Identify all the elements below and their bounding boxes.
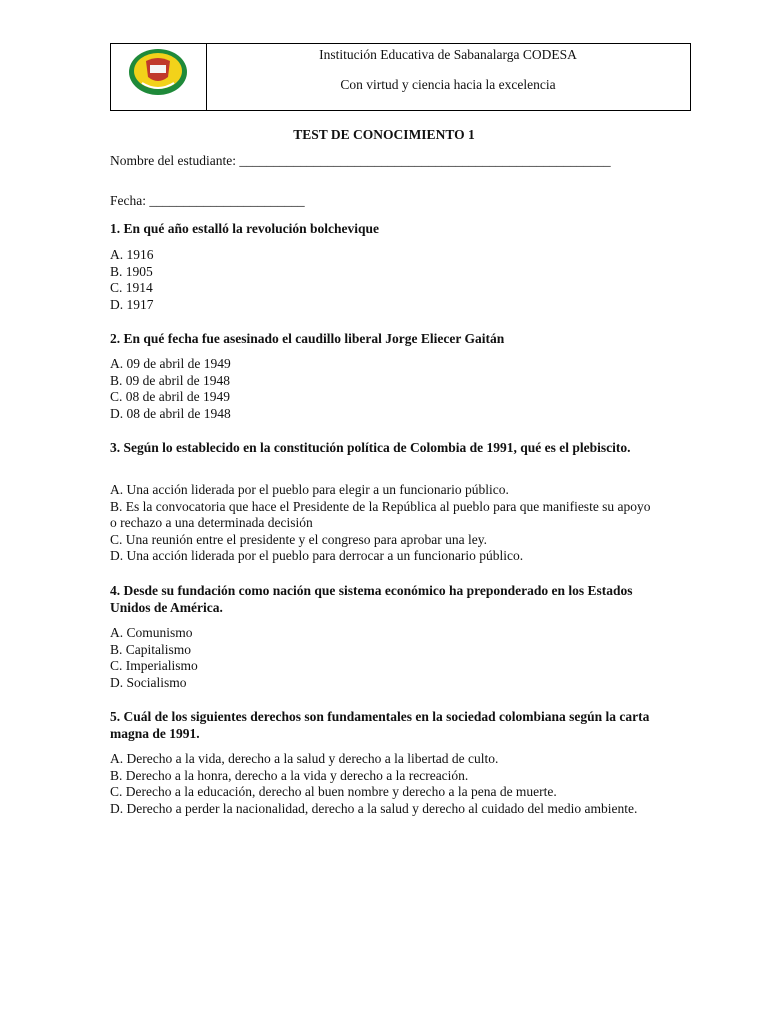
question-5: 5. Cuál de los siguientes derechos son fundamentales en la sociedad colombiana según la carta magna de 1991. [110, 709, 650, 741]
option-4b: B. Capitalismo [110, 641, 191, 657]
student-name-field: Nombre del estudiante: _______________________________________________________ [110, 153, 611, 168]
question-1: 1. En qué año estalló la revolución bolchevique [110, 221, 380, 236]
option-4a: A. Comunismo [110, 625, 193, 640]
option-5a: A. Derecho a la vida, derecho a la salud y derecho a la libertad de culto. [110, 751, 499, 766]
option-1b: B. 1905 [110, 263, 153, 279]
option-2a: A. 09 de abril de 1949 [110, 356, 231, 371]
question-3-options [110, 482, 655, 565]
question-2-options [110, 356, 655, 422]
question-1-options [110, 247, 655, 313]
test-title: TEST DE CONOCIMIENTO 1 [293, 127, 475, 142]
option-1d: D. 1917 [110, 296, 154, 312]
header-table [110, 43, 691, 111]
question-2: 2. En qué fecha fue asesinado el caudillo liberal Jorge Eliecer Gaitán [110, 331, 505, 346]
option-5d: D. Derecho a perder la nacionalidad, derecho a la salud y derecho al cuidado del medio ambiente. [110, 800, 638, 816]
school-logo-icon [128, 47, 188, 97]
option-4d: D. Socialismo [110, 674, 187, 690]
option-4c: C. Imperialismo [110, 658, 198, 674]
institution-name: Institución Educativa de Sabanalarga CODESA [319, 47, 577, 62]
option-2d: D. 08 de abril de 1948 [110, 405, 231, 421]
date-field: Fecha: _______________________ [110, 193, 305, 208]
logo-cell [111, 44, 207, 110]
question-4: 4. Desde su fundación como nación que sistema económico ha preponderado en los Estados Unidos de América. [110, 583, 633, 615]
question-5-options [110, 751, 655, 817]
option-3a: A. Una acción liderada por el pueblo para elegir a un funcionario público. [110, 482, 509, 497]
option-1c: C. 1914 [110, 280, 153, 296]
header-text-cell [207, 44, 690, 110]
option-2b: B. 09 de abril de 1948 [110, 372, 230, 388]
question-3: 3. Según lo establecido en la constitución política de Colombia de 1991, qué es el plebiscito. [110, 440, 631, 455]
option-2c: C. 08 de abril de 1949 [110, 389, 230, 405]
option-3d: D. Una acción liderada por el pueblo para derrocar a un funcionario público. [110, 548, 524, 564]
option-1a: A. 1916 [110, 247, 154, 262]
option-5b: B. Derecho a la honra, derecho a la vida y derecho a la recreación. [110, 767, 469, 783]
question-4-options [110, 625, 655, 691]
option-3c: C. Una reunión entre el presidente y el congreso para aprobar una ley. [110, 531, 487, 547]
institution-motto: Con virtud y ciencia hacia la excelencia [340, 77, 556, 92]
option-3b: B. Es la convocatoria que hace el Presidente de la República al pueblo para que manifieste su apoyo o rechazo a una determinada decisión [110, 498, 651, 531]
option-5c: C. Derecho a la educación, derecho al buen nombre y derecho a la pena de muerte. [110, 784, 557, 800]
